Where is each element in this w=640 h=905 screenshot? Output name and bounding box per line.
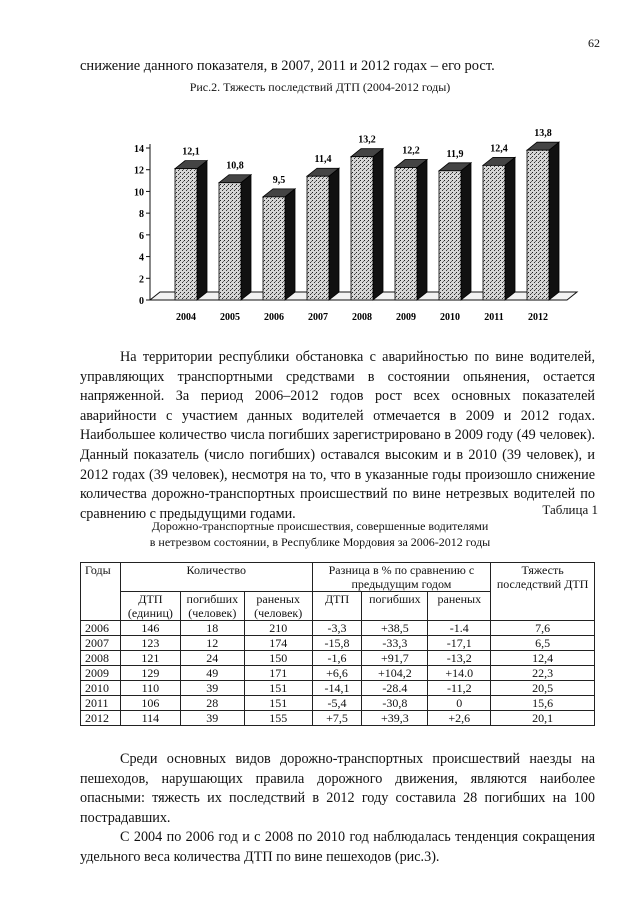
cell-dtp: 123 xyxy=(120,636,180,651)
bar-side xyxy=(197,161,207,300)
cell-severity: 22,3 xyxy=(491,666,595,681)
cell-killed: 18 xyxy=(180,621,244,636)
bar-front xyxy=(175,169,197,300)
bar-front xyxy=(395,168,417,300)
table-row xyxy=(81,666,595,681)
cell-killed-diff: -30,8 xyxy=(362,696,428,711)
bar-value-label: 11,4 xyxy=(314,154,332,166)
bar-front xyxy=(351,157,373,300)
cell-injured: 171 xyxy=(244,666,312,681)
cell-killed-diff: +104,2 xyxy=(362,666,428,681)
x-category-label: 2004 xyxy=(176,312,196,323)
cell-injured: 151 xyxy=(244,696,312,711)
bar-2012 xyxy=(527,128,559,300)
paragraph-2-text: Среди основных видов дорожно-транспортных происшествий наезды на пешеходов, нарушающих правила дорожного движения, являются наиболее опасными: тяжесть их последствий в 2012 году составила 28 погибших на 100 пострадавших. xyxy=(80,751,595,826)
table-row xyxy=(81,696,595,711)
cell-injured: 151 xyxy=(244,681,312,696)
x-category-label: 2006 xyxy=(264,312,284,323)
cell-killed-diff: -28.4 xyxy=(362,681,428,696)
cell-dtp: 106 xyxy=(120,696,180,711)
y-tick-label: 8 xyxy=(139,209,144,221)
subheader-injured-diff: раненых xyxy=(428,592,491,621)
cell-dtp: 146 xyxy=(120,621,180,636)
cell-injured-diff: -13,2 xyxy=(428,651,491,666)
cell-year: 2006 xyxy=(81,621,121,636)
cell-injured: 174 xyxy=(244,636,312,651)
x-category-label: 2007 xyxy=(308,312,328,323)
bar-2004 xyxy=(175,147,207,300)
x-category-label: 2005 xyxy=(220,312,240,323)
bar-value-label: 13,8 xyxy=(534,128,552,140)
y-tick-label: 2 xyxy=(139,274,144,286)
y-tick-label: 0 xyxy=(139,296,144,307)
table-row xyxy=(81,636,595,651)
cell-injured: 210 xyxy=(244,621,312,636)
header-quantity: Количество xyxy=(120,563,312,592)
y-tick-label: 14 xyxy=(134,144,144,155)
cell-year: 2011 xyxy=(81,696,121,711)
cell-dtp-diff: -14,1 xyxy=(312,681,362,696)
cell-dtp-diff: -3,3 xyxy=(312,621,362,636)
cell-severity: 12,4 xyxy=(491,651,595,666)
table-row xyxy=(81,651,595,666)
cell-severity: 7,6 xyxy=(491,621,595,636)
cell-injured: 150 xyxy=(244,651,312,666)
cell-injured: 155 xyxy=(244,711,312,726)
header-severity: Тяжесть последствий ДТП xyxy=(491,563,595,621)
bar-value-label: 10,8 xyxy=(226,160,244,172)
cell-year: 2010 xyxy=(81,681,121,696)
bar-front xyxy=(307,176,329,300)
chart-x-labels xyxy=(176,312,548,323)
x-category-label: 2009 xyxy=(396,312,416,323)
figure-caption: Рис.2. Тяжесть последствий ДТП (2004-2012 годы) xyxy=(189,80,451,94)
cell-injured-diff: 0 xyxy=(428,696,491,711)
cell-killed: 39 xyxy=(180,711,244,726)
cell-year: 2008 xyxy=(81,651,121,666)
y-tick-label: 4 xyxy=(139,252,144,264)
table-title xyxy=(0,518,640,550)
cell-severity: 20,5 xyxy=(491,681,595,696)
table-row xyxy=(81,711,595,726)
bar-side xyxy=(417,160,427,300)
subheader-dtp: ДТП (единиц) xyxy=(120,592,180,621)
cell-injured-diff: -11,2 xyxy=(428,681,491,696)
paragraph-1-text: На территории республики обстановка с аварийностью по вине водителей, управляющих транспортными средствами в состоянии опьянения, остается напряженной. За период 2006–2012 годов рост всех основных показателей аварийности с участием данных водителей отмечается в 2009 и 2012 годах. Наибольшее количество числа погибших зарегистрировано в 2009 году (49 человек). Данный показатель (число погибших) оставался высоким и в 2010 (39 человек), и 2012 годах (39 человек), несмотря на то, что в указанные годы произошло снижение количества дорожно-транспортных происшествий по вине нетрезвых водителей по сравнению с предыдущими годами. xyxy=(80,349,595,522)
paragraph-3-text: С 2004 по 2006 год и с 2008 по 2010 год наблюдалась тенденция сокращения удельного веса количества ДТП по вине пешеходов (рис.3). xyxy=(80,829,595,865)
dtp-table xyxy=(80,562,595,726)
cell-killed: 12 xyxy=(180,636,244,651)
x-category-label: 2011 xyxy=(484,312,504,323)
cell-dtp-diff: -1,6 xyxy=(312,651,362,666)
bar-side xyxy=(329,168,339,300)
cell-killed: 49 xyxy=(180,666,244,681)
y-tick-label: 12 xyxy=(134,165,144,177)
subheader-killed: погибших (человек) xyxy=(180,592,244,621)
y-tick-label: 6 xyxy=(139,230,144,242)
cell-severity: 6,5 xyxy=(491,636,595,651)
cell-injured-diff: +14.0 xyxy=(428,666,491,681)
subheader-dtp-diff: ДТП xyxy=(312,592,362,621)
x-category-label: 2012 xyxy=(528,312,548,323)
x-category-label: 2010 xyxy=(440,312,460,323)
bar-value-label: 12,2 xyxy=(402,145,420,157)
cell-killed-diff: +91,7 xyxy=(362,651,428,666)
cell-year: 2012 xyxy=(81,711,121,726)
cell-injured-diff: +2,6 xyxy=(428,711,491,726)
cell-killed-diff: +38,5 xyxy=(362,621,428,636)
cell-killed: 24 xyxy=(180,651,244,666)
bar-front xyxy=(439,171,461,300)
bar-value-label: 12,1 xyxy=(182,146,200,158)
chart-axis xyxy=(134,144,150,307)
cell-severity: 15,6 xyxy=(491,696,595,711)
cell-year: 2007 xyxy=(81,636,121,651)
page-number: 62 xyxy=(588,36,600,50)
cell-dtp-diff: +7,5 xyxy=(312,711,362,726)
table-header-row-1 xyxy=(81,563,595,592)
cell-killed-diff: -33,3 xyxy=(362,636,428,651)
table-title-line-1: Дорожно-транспортные происшествия, совершенные водителями xyxy=(151,519,489,533)
chart-bars xyxy=(175,128,559,300)
bar-2006 xyxy=(263,175,295,300)
cell-year: 2009 xyxy=(81,666,121,681)
bar-2007 xyxy=(307,154,339,300)
intro-line: снижение данного показателя, в 2007, 2011 и 2012 годах – его рост. xyxy=(80,58,495,74)
severity-bar-chart xyxy=(120,112,590,327)
cell-dtp: 114 xyxy=(120,711,180,726)
bar-2010 xyxy=(439,149,471,300)
cell-killed-diff: +39,3 xyxy=(362,711,428,726)
bar-front xyxy=(483,165,505,300)
bar-side xyxy=(461,163,471,300)
bar-2005 xyxy=(219,161,251,300)
bar-value-label: 9,5 xyxy=(272,174,286,186)
bar-front xyxy=(263,197,285,300)
bar-side xyxy=(285,189,295,300)
header-years: Годы xyxy=(81,563,121,621)
bar-value-label: 13,2 xyxy=(358,134,376,146)
cell-dtp-diff: +6,6 xyxy=(312,666,362,681)
subheader-killed-diff: погибших xyxy=(362,592,428,621)
bar-front xyxy=(219,183,241,300)
table-body xyxy=(81,621,595,726)
table-label: Таблица 1 xyxy=(542,502,598,517)
bar-2011 xyxy=(483,143,515,300)
bar-2008 xyxy=(351,135,383,300)
table-row xyxy=(81,681,595,696)
table-row xyxy=(81,621,595,636)
bar-value-label: 11,9 xyxy=(446,148,464,160)
cell-injured-diff: -17,1 xyxy=(428,636,491,651)
cell-killed: 28 xyxy=(180,696,244,711)
bar-side xyxy=(241,175,251,300)
cell-dtp-diff: -15,8 xyxy=(312,636,362,651)
paragraph-drunk-drivers xyxy=(80,348,595,524)
cell-injured-diff: -1.4 xyxy=(428,621,491,636)
bar-side xyxy=(549,142,559,300)
bar-side xyxy=(373,149,383,300)
cell-dtp: 121 xyxy=(120,651,180,666)
bar-front xyxy=(527,150,549,300)
table-title-line-2: в нетрезвом состоянии, в Республике Мордовия за 2006-2012 годы xyxy=(149,535,491,549)
bar-side xyxy=(505,157,515,300)
cell-dtp-diff: -5,4 xyxy=(312,696,362,711)
bar-value-label: 12,4 xyxy=(490,143,508,155)
cell-severity: 20,1 xyxy=(491,711,595,726)
cell-killed: 39 xyxy=(180,681,244,696)
cell-dtp: 110 xyxy=(120,681,180,696)
x-category-label: 2008 xyxy=(352,312,372,323)
bar-2009 xyxy=(395,146,427,300)
header-difference: Разница в % по сравнению с предыдущим годом xyxy=(312,563,491,592)
y-tick-label: 10 xyxy=(134,187,144,199)
cell-dtp: 129 xyxy=(120,666,180,681)
subheader-injured: раненых (человек) xyxy=(244,592,312,621)
paragraph-pedestrians xyxy=(80,750,595,868)
